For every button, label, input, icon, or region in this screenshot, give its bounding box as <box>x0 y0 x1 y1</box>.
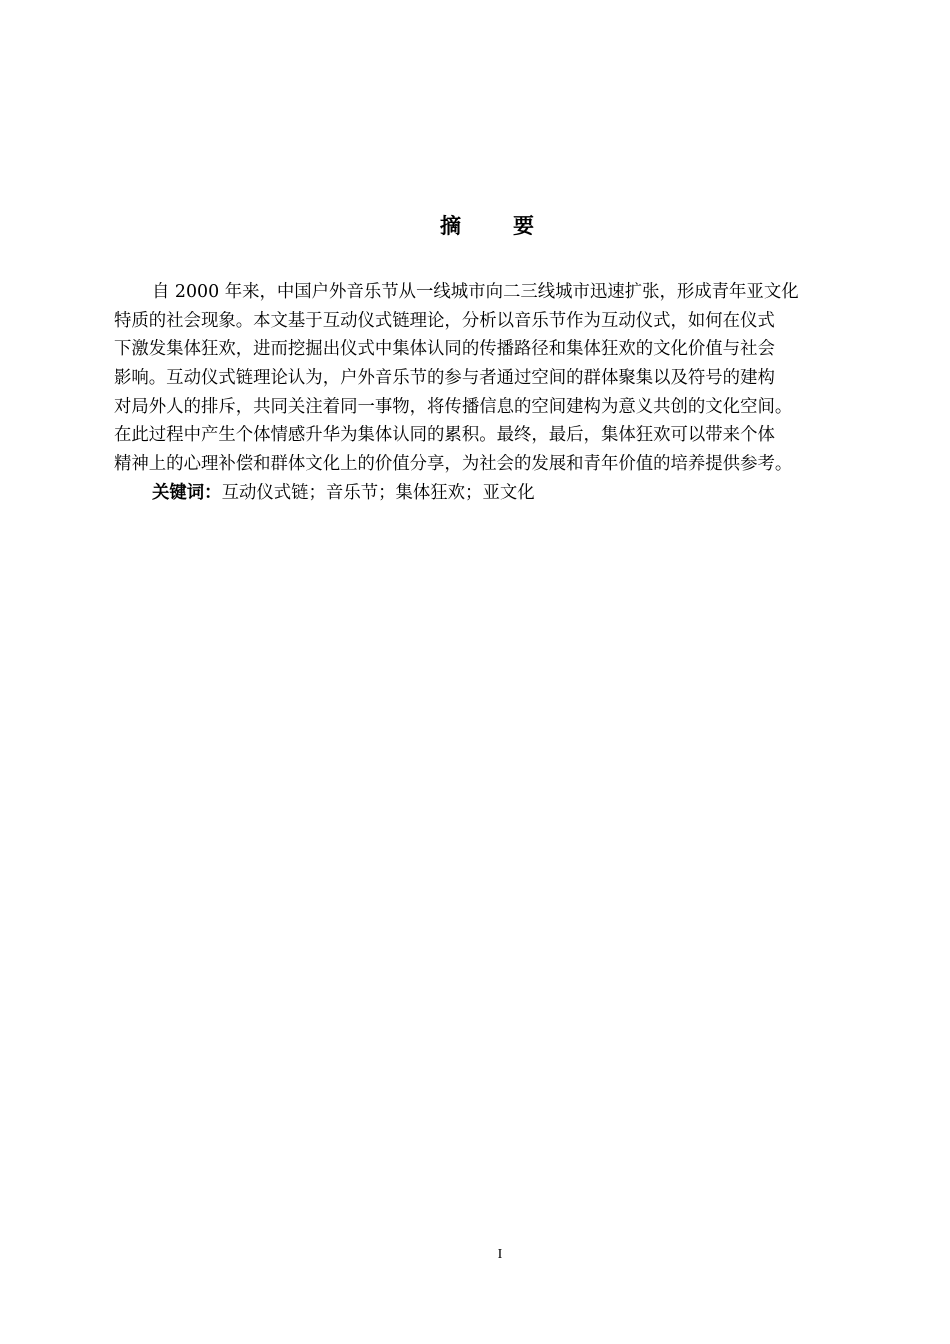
abstract-line: 自 2000 年来，中国户外音乐节从一线城市向二三线城市迅速扩张，形成青年亚文化 <box>152 282 799 302</box>
keywords-label: 关键词： <box>152 482 222 503</box>
page-number: I <box>497 1247 503 1262</box>
abstract-title-char-2: 要 <box>513 214 534 238</box>
abstract-title-char-1: 摘 <box>440 214 461 238</box>
abstract-body <box>114 278 864 508</box>
abstract-line: 影响。互动仪式链理论认为，户外音乐节的参与者通过空间的群体聚集以及符号的建构 <box>114 368 775 389</box>
abstract-line: 下激发集体狂欢，进而挖掘出仪式中集体认同的传播路径和集体狂欢的文化价值与社会 <box>114 339 775 360</box>
abstract-line: 在此过程中产生个体情感升华为集体认同的累积。最终，最后，集体狂欢可以带来个体 <box>114 425 775 446</box>
abstract-title <box>0 212 950 240</box>
abstract-line: 精神上的心理补偿和群体文化上的价值分享，为社会的发展和青年价值的培养提供参考。 <box>114 454 793 475</box>
keywords-line <box>114 479 864 508</box>
keywords-text: 互动仪式链；音乐节；集体狂欢；亚文化 <box>221 482 535 503</box>
abstract-line: 特质的社会现象。本文基于互动仪式链理论，分析以音乐节作为互动仪式，如何在仪式 <box>114 310 775 331</box>
abstract-line: 对局外人的排斥，共同关注着同一事物，将传播信息的空间建构为意义共创的文化空间。 <box>114 396 793 417</box>
